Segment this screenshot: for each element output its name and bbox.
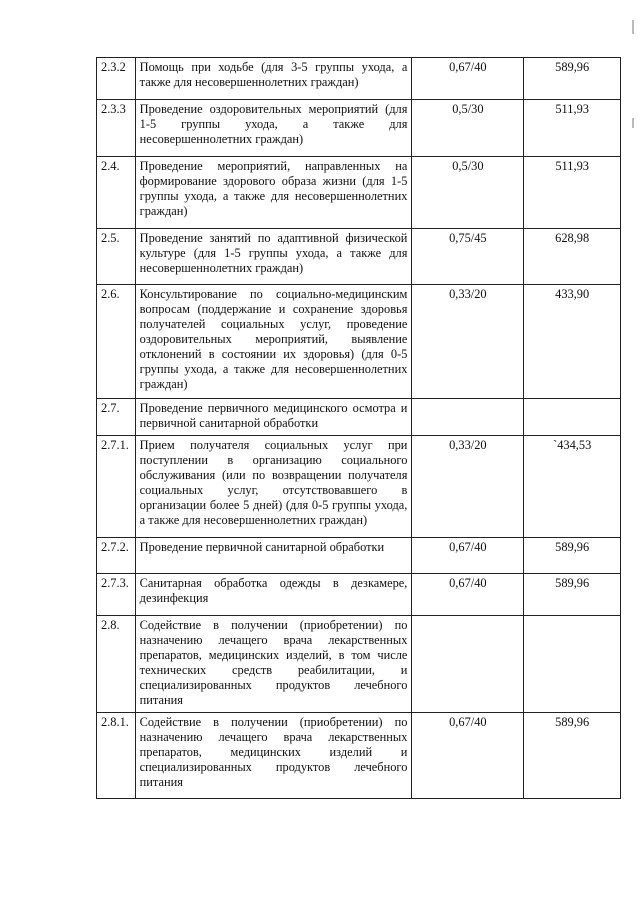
service-price: 589,96 <box>524 58 621 100</box>
services-table <box>96 57 621 799</box>
table-row <box>97 157 621 229</box>
time-norm: 0,67/40 <box>412 574 524 616</box>
service-price: 589,96 <box>524 713 621 799</box>
service-price: `434,53 <box>524 436 621 538</box>
row-number: 2.8.1. <box>97 713 136 799</box>
table-row <box>97 100 621 157</box>
time-norm: 0,75/45 <box>412 229 524 285</box>
time-norm: 0,67/40 <box>412 713 524 799</box>
service-price <box>524 399 621 436</box>
service-description: Санитарная обработка одежды в дезкамере, дезинфекция <box>135 574 412 616</box>
table-row <box>97 229 621 285</box>
table-row <box>97 574 621 616</box>
time-norm: 0,67/40 <box>412 538 524 574</box>
service-price: 511,93 <box>524 157 621 229</box>
service-description: Содействие в получении (приобретении) по назначению лечащего врача лекарственных препаратов, медицинских изделий и специализированных продуктов лечебного питания <box>135 713 412 799</box>
scan-edge-mark <box>632 118 634 128</box>
service-description: Проведение первичной санитарной обработки <box>135 538 412 574</box>
row-number: 2.5. <box>97 229 136 285</box>
time-norm: 0,33/20 <box>412 436 524 538</box>
service-price: 511,93 <box>524 100 621 157</box>
service-description: Консультирование по социально-медицинским вопросам (поддержание и сохранение здоровья получателей социальных услуг, проведение оздоровительных мероприятий, выявление отклонений в состоянии их здоровья) (для 0-5 группы ухода, а также для несовершеннолетних граждан) <box>135 285 412 399</box>
row-number: 2.3.3 <box>97 100 136 157</box>
row-number: 2.7.2. <box>97 538 136 574</box>
service-description: Помощь при ходьбе (для 3-5 группы ухода, а также для несовершеннолетних граждан) <box>135 58 412 100</box>
service-description: Проведение первичного медицинского осмотра и первичной санитарной обработки <box>135 399 412 436</box>
service-description: Содействие в получении (приобретении) по назначению лечащего врача лекарственных препаратов, медицинских изделий, в том числе технических средств реабилитации, и специализированных продуктов лечебного питания <box>135 616 412 713</box>
time-norm: 0,5/30 <box>412 157 524 229</box>
row-number: 2.4. <box>97 157 136 229</box>
service-description: Проведение занятий по адаптивной физической культуре (для 1-5 группы ухода, а также для несовершеннолетних граждан) <box>135 229 412 285</box>
service-description: Проведение мероприятий, направленных на формирование здорового образа жизни (для 1-5 группы ухода, а также для несовершеннолетних граждан) <box>135 157 412 229</box>
row-number: 2.6. <box>97 285 136 399</box>
table-row <box>97 399 621 436</box>
table-row <box>97 538 621 574</box>
time-norm: 0,33/20 <box>412 285 524 399</box>
service-description: Проведение оздоровительных мероприятий (для 1-5 группы ухода, а также для несовершеннолетних граждан) <box>135 100 412 157</box>
row-number: 2.8. <box>97 616 136 713</box>
table-row <box>97 285 621 399</box>
service-price: 589,96 <box>524 538 621 574</box>
time-norm <box>412 616 524 713</box>
table-row <box>97 616 621 713</box>
row-number: 2.7.1. <box>97 436 136 538</box>
time-norm <box>412 399 524 436</box>
table-row <box>97 713 621 799</box>
time-norm: 0,67/40 <box>412 58 524 100</box>
service-price <box>524 616 621 713</box>
service-price: 589,96 <box>524 574 621 616</box>
table-row <box>97 58 621 100</box>
service-description: Прием получателя социальных услуг при поступлении в организацию социального обслуживания (или по возвращении получателя социальных услуг, отсутствовавшего в организации более 5 дней) (для 0-5 группы ухода, а также для несовершеннолетних граждан) <box>135 436 412 538</box>
row-number: 2.7.3. <box>97 574 136 616</box>
row-number: 2.3.2 <box>97 58 136 100</box>
service-price: 628,98 <box>524 229 621 285</box>
scan-edge-mark <box>632 20 634 34</box>
service-price: 433,90 <box>524 285 621 399</box>
row-number: 2.7. <box>97 399 136 436</box>
table-row <box>97 436 621 538</box>
time-norm: 0,5/30 <box>412 100 524 157</box>
